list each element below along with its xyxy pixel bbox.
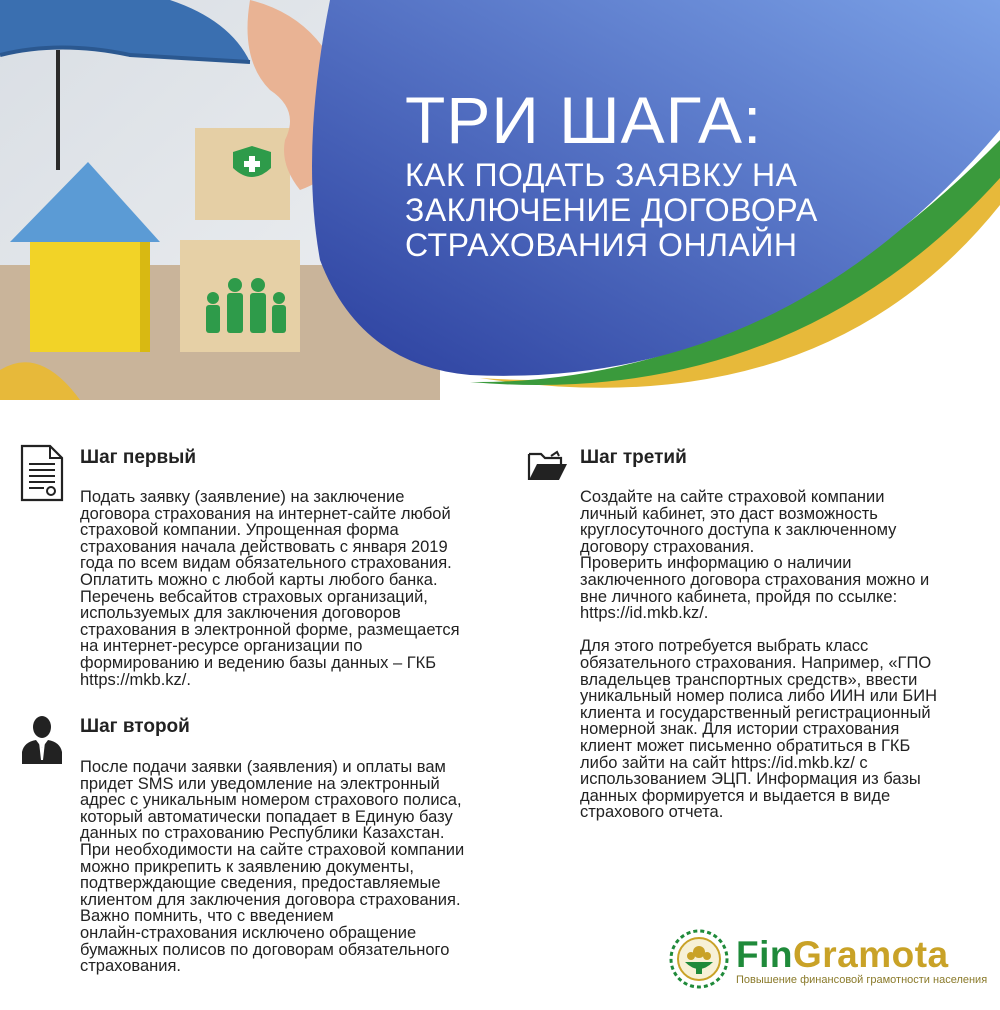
- text-line: https://mkb.kz/.: [80, 670, 191, 689]
- folder-icon: [527, 450, 569, 482]
- text-line: подтверждающие сведения, предоставляемые: [80, 874, 441, 893]
- text-line: владельцев транспортных средств», ввести: [580, 670, 918, 689]
- text-line: страхового отчета.: [580, 803, 724, 822]
- text-line: либо зайти на сайт https://id.mkb.kz/ с: [580, 753, 868, 772]
- text-line: вне личного кабинета, пройдя по ссылке:: [580, 587, 898, 606]
- subtitle-line: ЗАКЛЮЧЕНИЕ ДОГОВОРА: [405, 192, 818, 228]
- text-line: личный кабинет, это даст возможность: [580, 504, 878, 523]
- step-title: Шаг второй: [80, 716, 190, 737]
- step-3-text: [580, 489, 937, 821]
- text-line: который автоматически попадает в Единую базу: [80, 807, 453, 826]
- step-1-text: [80, 489, 460, 688]
- text-line: Подать заявку (заявление) на заключение: [80, 488, 405, 506]
- text-line: Важно помнить, что с введением: [80, 907, 334, 926]
- subtitle-line: СТРАХОВАНИЯ ОНЛАЙН: [405, 227, 798, 263]
- text-line: года по всем видам обязательного страхования.: [80, 554, 452, 573]
- text-line: используемых для заключения договоров: [80, 604, 401, 623]
- header-title-block: [405, 84, 818, 263]
- page-subtitle: [405, 158, 818, 263]
- text-line: онлайн-страхования исключено обращение: [80, 923, 417, 942]
- text-line: Проверить информацию о наличии: [580, 554, 852, 573]
- text-line: клиент может письменно обратиться в ГКБ: [580, 736, 911, 755]
- text-line: Перечень вебсайтов страховых организаций,: [80, 587, 428, 606]
- text-line: https://id.mkb.kz/.: [580, 604, 709, 623]
- text-line: страхования в электронной форме, размещается: [80, 620, 460, 639]
- text-line: бумажных полисов по договорам обязательного: [80, 940, 450, 959]
- logo-tagline: Повышение финансовой грамотности населения: [736, 974, 988, 986]
- text-line: придет SMS или уведомление на электронный: [80, 774, 440, 793]
- fingramota-logo: [668, 928, 988, 992]
- text-line: клиента и государственный регистрационный: [580, 703, 931, 722]
- subtitle-line: КАК ПОДАТЬ ЗАЯВКУ НА: [405, 157, 798, 193]
- text-line: При необходимости на сайте страховой компании: [80, 840, 465, 859]
- text-line: Для этого потребуется выбрать класс: [580, 637, 869, 656]
- text-line: Оплатить можно с любой карты любого банка.: [80, 570, 438, 589]
- text-gap: [580, 622, 937, 639]
- text-line: клиентом для заключения договора страхования.: [80, 890, 461, 909]
- text-line: страховой компании. Упрощенная форма: [80, 521, 399, 540]
- text-line: круглосуточного доступа к заключенному: [580, 521, 897, 540]
- text-line: можно прикрепить к заявлению документы,: [80, 857, 414, 876]
- text-line: данных формируется и выдается в виде: [580, 786, 891, 805]
- hero-banner: [0, 0, 1000, 400]
- text-line: адрес с уникальным номером страхового полиса,: [80, 791, 462, 810]
- document-icon: [20, 444, 64, 502]
- text-line: договора страхования на интернет-сайте любой: [80, 504, 451, 523]
- text-line: уникальный номер полиса либо ИИН или БИН: [580, 687, 938, 706]
- text-line: договору страхования.: [580, 537, 755, 556]
- logo-wordmark-gramota: Gramota: [792, 934, 949, 975]
- emblem-icon: [668, 928, 730, 990]
- text-line: формированию и ведению базы данных – ГКБ: [80, 653, 437, 672]
- person-icon: [20, 714, 64, 764]
- text-line: обязательного страхования. Например, «ГПО: [580, 653, 932, 672]
- logo-wordmark: [736, 934, 949, 976]
- step-title: Шаг третий: [580, 447, 687, 468]
- page-title: ТРИ ШАГА:: [405, 83, 763, 157]
- step-2-text: [80, 759, 464, 975]
- text-line: страхования.: [80, 957, 182, 976]
- text-line: номерной знак. Для истории страхования: [580, 720, 900, 739]
- logo-wordmark-fin: Fin: [736, 934, 793, 975]
- text-line: использованием ЭЦП. Информация из базы: [580, 770, 921, 789]
- step-title: Шаг первый: [80, 447, 197, 468]
- text-line: страхования начала действовать с января 2019: [80, 537, 448, 556]
- text-line: Создайте на сайте страховой компании: [580, 488, 885, 506]
- text-line: заключенного договора страхования можно и: [580, 570, 930, 589]
- text-line: на интернет-ресурсе организации по: [80, 637, 363, 656]
- text-line: данных по страхованию Республики Казахстан.: [80, 824, 445, 843]
- text-line: После подачи заявки (заявления) и оплаты вам: [80, 758, 446, 776]
